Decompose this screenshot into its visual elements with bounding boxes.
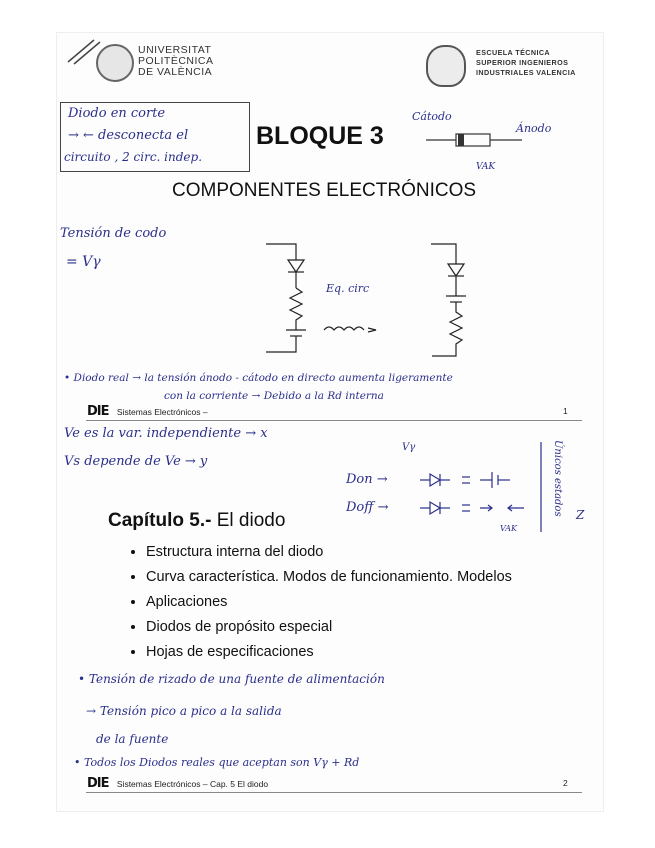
note-line-1: Diodo en corte	[68, 106, 166, 121]
bullet-item: • Diodos de propósito especial	[146, 615, 552, 640]
vs-line: Vs depende de Ve → y	[64, 454, 208, 469]
anodo-label: Ánodo	[516, 122, 552, 135]
chapter-title-rest: El diodo	[211, 510, 286, 531]
scanned-page	[56, 32, 604, 812]
slide1-footer	[87, 404, 587, 419]
slide-divider	[86, 420, 582, 421]
slide2-page-number: 2	[563, 778, 568, 788]
side-note: Únicos estados	[552, 440, 563, 517]
etsii-name	[476, 48, 576, 78]
note-line-3: circuito , 2 circ. indep.	[64, 150, 203, 164]
bullet-item: • Estructura interna del diodo	[146, 540, 552, 565]
chapter-bullet-list	[132, 540, 552, 665]
slide-title: BLOQUE 3	[256, 122, 384, 150]
vak-label-top: VAK	[476, 162, 496, 172]
die-logo: DIE	[87, 404, 109, 419]
catodo-label: Cátodo	[412, 110, 452, 123]
margin-bracket-line	[538, 442, 544, 532]
eq-circ-label: Eq. circ	[326, 282, 370, 295]
todos-line: • Todos los Diodos reales que aceptan son Vγ + Rd	[74, 756, 360, 769]
page-bottom-rule	[86, 792, 582, 793]
vak-label-bottom: VAK	[500, 524, 517, 533]
slide2-footer-text: Sistemas Electrónicos – Cap. 5 El diodo	[116, 779, 269, 789]
chapter-title	[108, 510, 285, 532]
tension-codo-text: Tensión de codo	[60, 226, 167, 241]
slide-subtitle: COMPONENTES ELECTRÓNICOS	[172, 180, 477, 201]
rizado-line-3: de la fuente	[96, 732, 169, 746]
slide1-footer-text: Sistemas Electrónicos –	[116, 407, 208, 417]
upv-line-1: UNIVERSITAT	[138, 44, 212, 56]
bullet-item: • Hojas de especificaciones	[146, 640, 552, 665]
rizado-line-2: → Tensión pico a pico a la salida	[86, 704, 282, 718]
diodo-real-line-2: con la corriente → Debido a la Rd interna	[164, 390, 384, 402]
slide2-footer	[87, 776, 587, 791]
diodo-real-line-1: • Diodo real → la tensión ánodo - cátodo en directo aumenta ligeramente	[64, 372, 453, 384]
bullet-item: • Aplicaciones	[146, 590, 552, 615]
upv-line-2: POLITÈCNICA	[138, 55, 214, 67]
diode-equivalent-circuit-sketch	[256, 240, 516, 380]
don-label: Don →	[346, 472, 388, 487]
chapter-title-bold: Capítulo 5.-	[108, 510, 212, 531]
note-line-2: → ← desconecta el	[68, 128, 189, 143]
etsii-line-1: ESCUELA TÉCNICA	[476, 48, 551, 57]
etsii-line-2: SUPERIOR INGENIEROS	[476, 58, 569, 67]
upv-seal-icon	[96, 44, 134, 82]
etsii-line-3: INDUSTRIALES VALENCIA	[476, 68, 576, 77]
vgamma-label: Vγ	[402, 442, 416, 453]
diode-sketch-icon	[426, 128, 526, 158]
bullet-item: • Curva característica. Modos de funcionamiento. Modelos	[146, 565, 552, 590]
don-doff-models-sketch	[416, 464, 536, 524]
rizado-line-1: • Tensión de rizado de una fuente de alimentación	[78, 672, 385, 686]
die-logo: DIE	[87, 776, 109, 791]
side-note-z: Z	[576, 508, 585, 522]
upv-line-3: DE VALÈNCIA	[138, 66, 213, 78]
etsii-crest-icon	[426, 45, 466, 87]
tension-codo-eq: = Vγ	[66, 254, 101, 270]
ve-line: Ve es la var. independiente → x	[64, 426, 268, 441]
doff-label: Doff →	[346, 500, 389, 515]
upv-name	[138, 45, 214, 78]
slide1-page-number: 1	[563, 406, 568, 416]
